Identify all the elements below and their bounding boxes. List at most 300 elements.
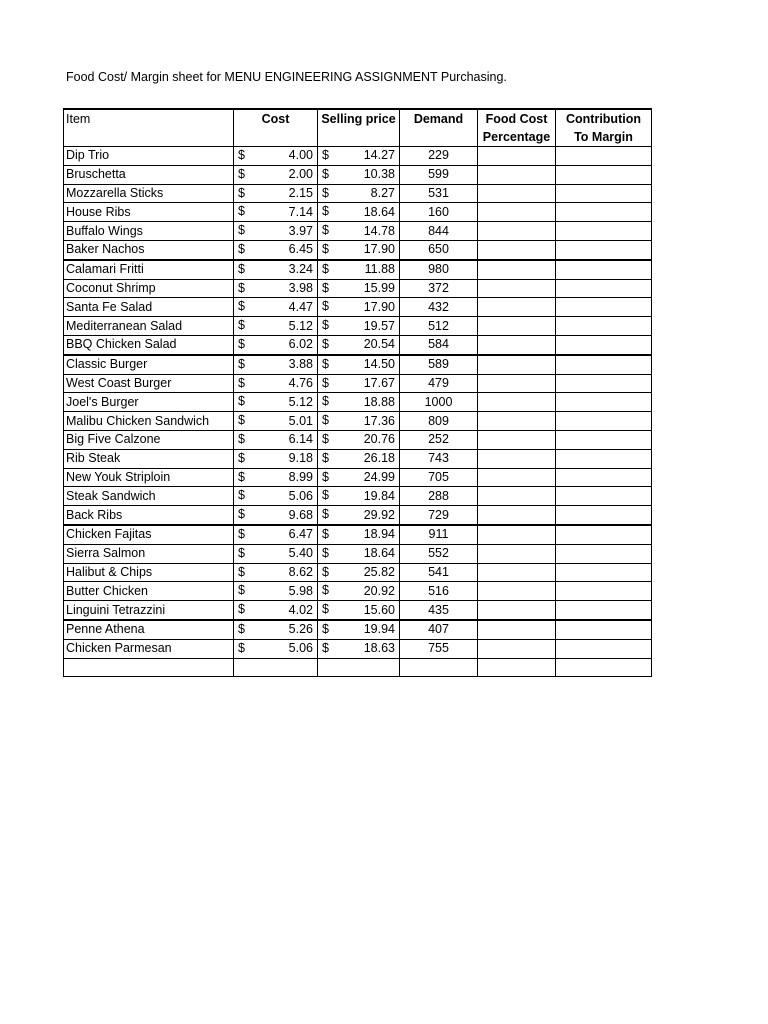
empty-cell[interactable] (556, 658, 652, 676)
cell-selling-price[interactable] (318, 260, 400, 279)
cell-food-cost-percentage[interactable] (478, 620, 556, 639)
cell-demand[interactable]: 650 (400, 240, 478, 259)
selling-price-value: 17.36 (363, 413, 395, 428)
cost-value: 5.40 (288, 546, 313, 561)
cell-item[interactable]: Coconut Shrimp (64, 279, 234, 298)
cell-cost[interactable] (234, 222, 318, 241)
cell-contribution-to-margin[interactable] (556, 487, 652, 506)
currency-symbol: $ (238, 148, 245, 162)
cost-value: 3.88 (288, 357, 313, 372)
header-cost: Cost (234, 109, 318, 147)
cell-contribution-to-margin[interactable] (556, 165, 652, 184)
cell-demand[interactable]: 372 (400, 279, 478, 298)
cell-food-cost-percentage[interactable] (478, 317, 556, 336)
selling-price-value: 14.78 (363, 223, 395, 238)
cost-value: 4.00 (288, 148, 313, 163)
currency-symbol: $ (238, 223, 245, 238)
currency-symbol: $ (238, 356, 245, 371)
currency-symbol: $ (238, 602, 245, 617)
header-demand: Demand (400, 109, 478, 147)
cell-cost[interactable] (234, 544, 318, 563)
cell-contribution-to-margin[interactable] (556, 639, 652, 658)
cell-demand[interactable]: 479 (400, 374, 478, 393)
header-selling-price: Selling price (318, 109, 400, 147)
selling-price-value: 18.88 (363, 394, 395, 409)
cell-contribution-to-margin[interactable] (556, 317, 652, 336)
table-row (64, 184, 652, 203)
cell-contribution-to-margin[interactable] (556, 430, 652, 449)
currency-symbol: $ (322, 564, 329, 579)
table-row (64, 240, 652, 259)
cell-food-cost-percentage[interactable] (478, 222, 556, 241)
cell-item[interactable]: BBQ Chicken Salad (64, 335, 234, 354)
selling-price-value: 20.54 (363, 337, 395, 352)
cell-cost[interactable] (234, 203, 318, 222)
table-row (64, 317, 652, 336)
selling-price-value: 18.63 (363, 641, 395, 656)
cell-contribution-to-margin[interactable] (556, 279, 652, 298)
cost-value: 6.47 (288, 527, 313, 542)
currency-symbol: $ (238, 318, 245, 333)
cell-contribution-to-margin[interactable] (556, 240, 652, 259)
cell-food-cost-percentage[interactable] (478, 506, 556, 525)
empty-cell[interactable] (64, 658, 234, 676)
cost-value: 4.02 (288, 602, 313, 617)
cell-demand[interactable]: 516 (400, 582, 478, 601)
table-row (64, 601, 652, 620)
cell-food-cost-percentage[interactable] (478, 260, 556, 279)
currency-symbol: $ (322, 223, 329, 238)
empty-cell[interactable] (234, 658, 318, 676)
cost-value: 9.68 (288, 507, 313, 522)
cell-contribution-to-margin[interactable] (556, 525, 652, 544)
currency-symbol: $ (238, 166, 245, 181)
cell-item[interactable]: Penne Athena (64, 620, 234, 639)
cell-cost[interactable] (234, 298, 318, 317)
currency-symbol: $ (238, 526, 245, 541)
header-contribution-line2: To Margin (574, 130, 633, 144)
cell-cost[interactable] (234, 335, 318, 354)
cell-demand[interactable]: 252 (400, 430, 478, 449)
cell-item[interactable]: House Ribs (64, 203, 234, 222)
currency-symbol: $ (238, 280, 245, 295)
cell-item[interactable]: Malibu Chicken Sandwich (64, 412, 234, 431)
cell-item[interactable]: West Coast Burger (64, 374, 234, 393)
cell-food-cost-percentage[interactable] (478, 393, 556, 412)
cell-item[interactable]: Classic Burger (64, 355, 234, 374)
selling-price-value: 15.99 (363, 280, 395, 295)
table-row (64, 393, 652, 412)
currency-symbol: $ (238, 640, 245, 655)
cell-selling-price[interactable] (318, 147, 400, 166)
cell-cost[interactable] (234, 374, 318, 393)
cell-selling-price[interactable] (318, 298, 400, 317)
cost-value: 3.97 (288, 223, 313, 238)
cell-food-cost-percentage[interactable] (478, 525, 556, 544)
cell-selling-price[interactable] (318, 393, 400, 412)
cell-food-cost-percentage[interactable] (478, 412, 556, 431)
cell-cost[interactable] (234, 147, 318, 166)
cell-selling-price[interactable] (318, 430, 400, 449)
cost-value: 6.45 (288, 242, 313, 257)
cell-food-cost-percentage[interactable] (478, 449, 556, 468)
cost-value: 5.12 (288, 318, 313, 333)
selling-price-value: 20.76 (363, 432, 395, 447)
cell-contribution-to-margin[interactable] (556, 260, 652, 279)
cell-contribution-to-margin[interactable] (556, 335, 652, 354)
currency-symbol: $ (238, 394, 245, 409)
cell-selling-price[interactable] (318, 563, 400, 582)
cell-item[interactable]: Mozzarella Sticks (64, 184, 234, 203)
cell-demand[interactable]: 552 (400, 544, 478, 563)
cell-cost[interactable] (234, 184, 318, 203)
cell-item[interactable]: Butter Chicken (64, 582, 234, 601)
cell-contribution-to-margin[interactable] (556, 563, 652, 582)
table-row (64, 298, 652, 317)
cell-item[interactable]: Mediterranean Salad (64, 317, 234, 336)
header-food-cost-line1: Food Cost (485, 112, 548, 126)
currency-symbol: $ (322, 148, 329, 162)
cell-selling-price[interactable] (318, 203, 400, 222)
currency-symbol: $ (322, 526, 329, 541)
currency-symbol: $ (322, 413, 329, 428)
cell-demand[interactable]: 160 (400, 203, 478, 222)
cell-demand[interactable]: 705 (400, 468, 478, 487)
cell-contribution-to-margin[interactable] (556, 355, 652, 374)
table-row (64, 582, 652, 601)
cell-contribution-to-margin[interactable] (556, 544, 652, 563)
cell-selling-price[interactable] (318, 355, 400, 374)
header-food-cost-percentage (478, 109, 556, 147)
cell-demand[interactable]: 512 (400, 317, 478, 336)
table-row (64, 449, 652, 468)
cell-item[interactable]: Baker Nachos (64, 240, 234, 259)
empty-cell[interactable] (318, 658, 400, 676)
currency-symbol: $ (238, 488, 245, 503)
cell-cost[interactable] (234, 506, 318, 525)
cell-contribution-to-margin[interactable] (556, 601, 652, 620)
currency-symbol: $ (238, 185, 245, 200)
cost-value: 4.47 (288, 299, 313, 314)
table-body (64, 147, 652, 677)
currency-symbol: $ (322, 602, 329, 617)
currency-symbol: $ (238, 431, 245, 446)
cell-demand[interactable]: 844 (400, 222, 478, 241)
currency-symbol: $ (322, 621, 329, 636)
selling-price-value: 25.82 (363, 564, 395, 579)
cell-food-cost-percentage[interactable] (478, 639, 556, 658)
header-row (64, 109, 652, 147)
cell-item[interactable]: Joel's Burger (64, 393, 234, 412)
cell-item[interactable]: Bruschetta (64, 165, 234, 184)
currency-symbol: $ (322, 299, 329, 314)
cost-value: 5.98 (288, 583, 313, 598)
cell-cost[interactable] (234, 525, 318, 544)
cell-cost[interactable] (234, 355, 318, 374)
selling-price-value: 19.84 (363, 488, 395, 503)
selling-price-value: 18.94 (363, 527, 395, 542)
cell-demand[interactable]: 809 (400, 412, 478, 431)
cell-cost[interactable] (234, 165, 318, 184)
cell-demand[interactable]: 229 (400, 147, 478, 166)
cell-selling-price[interactable] (318, 317, 400, 336)
cost-value: 9.18 (288, 451, 313, 466)
cost-value: 5.26 (288, 622, 313, 637)
header-contribution-line1: Contribution (566, 112, 641, 126)
cell-selling-price[interactable] (318, 639, 400, 658)
cell-demand[interactable]: 584 (400, 335, 478, 354)
currency-symbol: $ (238, 545, 245, 560)
cell-demand[interactable]: 435 (400, 601, 478, 620)
currency-symbol: $ (238, 413, 245, 428)
cell-demand[interactable]: 911 (400, 525, 478, 544)
cell-cost[interactable] (234, 620, 318, 639)
currency-symbol: $ (322, 431, 329, 446)
cell-demand[interactable]: 589 (400, 355, 478, 374)
cell-food-cost-percentage[interactable] (478, 355, 556, 374)
currency-symbol: $ (238, 583, 245, 598)
table-row (64, 335, 652, 354)
cell-demand[interactable]: 288 (400, 487, 478, 506)
cell-food-cost-percentage[interactable] (478, 203, 556, 222)
cost-value: 6.02 (288, 337, 313, 352)
currency-symbol: $ (322, 375, 329, 390)
selling-price-value: 10.38 (363, 167, 395, 182)
cell-item[interactable]: Chicken Parmesan (64, 639, 234, 658)
table-row (64, 355, 652, 374)
currency-symbol: $ (322, 469, 329, 484)
cell-cost[interactable] (234, 449, 318, 468)
cell-item[interactable]: Back Ribs (64, 506, 234, 525)
cell-selling-price[interactable] (318, 468, 400, 487)
cell-cost[interactable] (234, 393, 318, 412)
table-row (64, 222, 652, 241)
currency-symbol: $ (322, 261, 329, 276)
selling-price-value: 15.60 (363, 602, 395, 617)
currency-symbol: $ (238, 261, 245, 276)
cell-food-cost-percentage[interactable] (478, 298, 556, 317)
cell-cost[interactable] (234, 412, 318, 431)
cell-contribution-to-margin[interactable] (556, 449, 652, 468)
currency-symbol: $ (322, 185, 329, 200)
cell-food-cost-percentage[interactable] (478, 487, 556, 506)
blank-row (64, 658, 652, 676)
cost-value: 5.06 (288, 488, 313, 503)
currency-symbol: $ (238, 375, 245, 390)
currency-symbol: $ (322, 280, 329, 295)
cell-item[interactable]: New Youk Striploin (64, 468, 234, 487)
table-row (64, 260, 652, 279)
cell-contribution-to-margin[interactable] (556, 222, 652, 241)
currency-symbol: $ (322, 356, 329, 371)
cell-item[interactable]: Steak Sandwich (64, 487, 234, 506)
currency-symbol: $ (322, 241, 329, 256)
cell-demand[interactable]: 541 (400, 563, 478, 582)
cell-contribution-to-margin[interactable] (556, 393, 652, 412)
selling-price-value: 11.88 (364, 262, 395, 277)
cell-selling-price[interactable] (318, 374, 400, 393)
cell-item[interactable]: Chicken Fajitas (64, 525, 234, 544)
cell-contribution-to-margin[interactable] (556, 184, 652, 203)
cell-item[interactable]: Halibut & Chips (64, 563, 234, 582)
table-row (64, 430, 652, 449)
cell-cost[interactable] (234, 582, 318, 601)
cell-item[interactable]: Dip Trio (64, 147, 234, 166)
header-contribution-to-margin (556, 109, 652, 147)
table-row (64, 203, 652, 222)
cell-item[interactable]: Santa Fe Salad (64, 298, 234, 317)
header-food-cost-line2: Percentage (482, 130, 551, 144)
selling-price-value: 17.90 (363, 299, 395, 314)
menu-cost-table (63, 108, 652, 677)
cell-demand[interactable]: 755 (400, 639, 478, 658)
cell-selling-price[interactable] (318, 222, 400, 241)
cell-food-cost-percentage[interactable] (478, 468, 556, 487)
selling-price-value: 18.64 (363, 546, 395, 561)
table-row (64, 412, 652, 431)
cell-cost[interactable] (234, 563, 318, 582)
cell-food-cost-percentage[interactable] (478, 165, 556, 184)
cost-value: 8.99 (288, 469, 313, 484)
table-row (64, 468, 652, 487)
cell-selling-price[interactable] (318, 506, 400, 525)
cell-contribution-to-margin[interactable] (556, 582, 652, 601)
selling-price-value: 17.90 (363, 242, 395, 257)
cell-selling-price[interactable] (318, 335, 400, 354)
cell-contribution-to-margin[interactable] (556, 468, 652, 487)
cell-food-cost-percentage[interactable] (478, 563, 556, 582)
cell-item[interactable]: Sierra Salmon (64, 544, 234, 563)
cell-item[interactable]: Rib Steak (64, 449, 234, 468)
cell-food-cost-percentage[interactable] (478, 147, 556, 166)
cost-value: 6.14 (288, 432, 313, 447)
table-row (64, 525, 652, 544)
currency-symbol: $ (322, 488, 329, 503)
cell-cost[interactable] (234, 639, 318, 658)
cell-selling-price[interactable] (318, 412, 400, 431)
cell-cost[interactable] (234, 279, 318, 298)
cell-demand[interactable]: 531 (400, 184, 478, 203)
cell-selling-price[interactable] (318, 544, 400, 563)
cell-food-cost-percentage[interactable] (478, 279, 556, 298)
table-row (64, 563, 652, 582)
header-item: Item (64, 109, 234, 147)
cell-selling-price[interactable] (318, 240, 400, 259)
cell-cost[interactable] (234, 240, 318, 259)
cell-contribution-to-margin[interactable] (556, 412, 652, 431)
selling-price-value: 8.27 (370, 185, 395, 200)
currency-symbol: $ (322, 394, 329, 409)
selling-price-value: 18.64 (363, 204, 395, 219)
currency-symbol: $ (322, 336, 329, 351)
cell-selling-price[interactable] (318, 525, 400, 544)
selling-price-value: 14.50 (363, 357, 395, 372)
cell-contribution-to-margin[interactable] (556, 203, 652, 222)
currency-symbol: $ (322, 507, 329, 522)
table-row (64, 639, 652, 658)
cell-cost[interactable] (234, 430, 318, 449)
empty-cell[interactable] (478, 658, 556, 676)
cell-selling-price[interactable] (318, 620, 400, 639)
cell-selling-price[interactable] (318, 449, 400, 468)
cell-demand[interactable]: 729 (400, 506, 478, 525)
selling-price-value: 14.27 (363, 148, 395, 163)
cell-contribution-to-margin[interactable] (556, 147, 652, 166)
cell-item[interactable]: Buffalo Wings (64, 222, 234, 241)
cost-value: 3.24 (288, 262, 313, 277)
cell-cost[interactable] (234, 260, 318, 279)
table-row (64, 165, 652, 184)
currency-symbol: $ (238, 241, 245, 256)
cell-demand[interactable]: 432 (400, 298, 478, 317)
selling-price-value: 26.18 (363, 451, 395, 466)
cell-contribution-to-margin[interactable] (556, 374, 652, 393)
cost-value: 5.12 (288, 394, 313, 409)
cell-cost[interactable] (234, 468, 318, 487)
cell-demand[interactable]: 599 (400, 165, 478, 184)
table-row (64, 620, 652, 639)
currency-symbol: $ (238, 469, 245, 484)
cost-value: 5.06 (288, 641, 313, 656)
cell-cost[interactable] (234, 487, 318, 506)
cell-selling-price[interactable] (318, 165, 400, 184)
currency-symbol: $ (322, 640, 329, 655)
cost-value: 7.14 (288, 204, 313, 219)
cell-item[interactable]: Big Five Calzone (64, 430, 234, 449)
currency-symbol: $ (238, 336, 245, 351)
cell-food-cost-percentage[interactable] (478, 240, 556, 259)
cell-selling-price[interactable] (318, 582, 400, 601)
cell-contribution-to-margin[interactable] (556, 620, 652, 639)
cell-food-cost-percentage[interactable] (478, 335, 556, 354)
empty-cell[interactable] (400, 658, 478, 676)
cost-value: 8.62 (288, 564, 313, 579)
cell-food-cost-percentage[interactable] (478, 582, 556, 601)
cell-item[interactable]: Linguini Tetrazzini (64, 601, 234, 620)
cell-demand[interactable]: 743 (400, 449, 478, 468)
cell-cost[interactable] (234, 601, 318, 620)
cell-cost[interactable] (234, 317, 318, 336)
currency-symbol: $ (238, 507, 245, 522)
cell-demand[interactable]: 1000 (400, 393, 478, 412)
cell-selling-price[interactable] (318, 601, 400, 620)
table-row (64, 279, 652, 298)
cell-contribution-to-margin[interactable] (556, 506, 652, 525)
sheet-title: Food Cost/ Margin sheet for MENU ENGINEERING ASSIGNMENT Purchasing. (66, 70, 507, 84)
cell-food-cost-percentage[interactable] (478, 430, 556, 449)
table-row (64, 147, 652, 166)
cell-selling-price[interactable] (318, 184, 400, 203)
cost-value: 3.98 (288, 280, 313, 295)
cost-value: 5.01 (288, 413, 313, 428)
cell-food-cost-percentage[interactable] (478, 544, 556, 563)
cell-item[interactable]: Calamari Fritti (64, 260, 234, 279)
cell-demand[interactable]: 407 (400, 620, 478, 639)
currency-symbol: $ (238, 564, 245, 579)
table-row (64, 544, 652, 563)
cell-selling-price[interactable] (318, 279, 400, 298)
table-row (64, 374, 652, 393)
currency-symbol: $ (238, 299, 245, 314)
cost-value: 4.76 (288, 375, 313, 390)
currency-symbol: $ (322, 166, 329, 181)
cell-food-cost-percentage[interactable] (478, 601, 556, 620)
cell-demand[interactable]: 980 (400, 260, 478, 279)
cell-selling-price[interactable] (318, 487, 400, 506)
cell-food-cost-percentage[interactable] (478, 184, 556, 203)
cell-food-cost-percentage[interactable] (478, 374, 556, 393)
cell-contribution-to-margin[interactable] (556, 298, 652, 317)
